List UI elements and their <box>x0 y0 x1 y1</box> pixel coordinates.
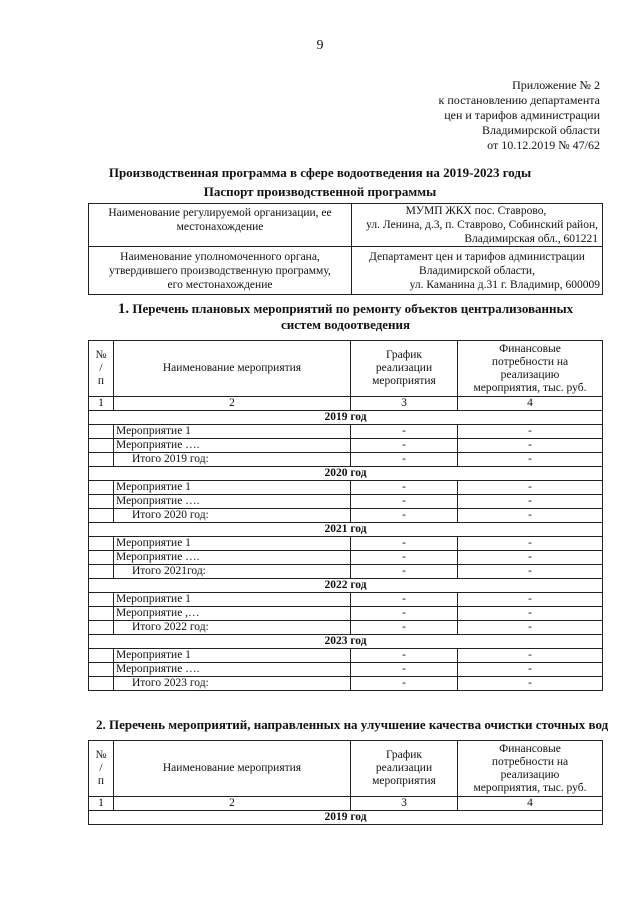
column-numbers-row <box>89 797 603 811</box>
finance-value: - <box>458 677 603 691</box>
num-cell <box>89 537 114 551</box>
col-number: 3 <box>351 397 458 411</box>
schedule-value: - <box>351 537 458 551</box>
num-cell <box>89 439 114 453</box>
measure-row <box>89 593 603 607</box>
appendix-line: Приложение № 2 <box>512 78 600 92</box>
measure-name: Мероприятие 1 <box>114 481 351 495</box>
measure-name: Мероприятие 1 <box>114 537 351 551</box>
document-title: Производственная программа в сфере водоотведения на 2019-2023 годы <box>108 165 532 180</box>
measure-name: Мероприятие 1 <box>114 593 351 607</box>
finance-value: - <box>458 509 603 523</box>
total-row <box>89 509 603 523</box>
measure-row <box>89 551 603 565</box>
header-finance: Финансовые потребности на реализацию мероприятия, тыс. руб. <box>458 741 603 797</box>
num-cell <box>89 453 114 467</box>
appendix-block <box>400 78 600 153</box>
section2-heading: 2. Перечень мероприятий, направленных на улучшение качества очистки сточных вод <box>96 717 609 732</box>
num-cell <box>89 607 114 621</box>
measure-name: Мероприятие …. <box>114 439 351 453</box>
passport-table <box>88 203 603 295</box>
appendix-line: от 10.12.2019 № 47/62 <box>487 138 600 152</box>
year-row: 2019 год <box>89 811 603 825</box>
schedule-value: - <box>351 663 458 677</box>
schedule-value: - <box>351 677 458 691</box>
schedule-value: - <box>351 607 458 621</box>
header-schedule: График реализации мероприятия <box>351 741 458 797</box>
schedule-value: - <box>351 649 458 663</box>
finance-value: - <box>458 481 603 495</box>
col-number: 4 <box>458 797 603 811</box>
schedule-value: - <box>351 509 458 523</box>
measure-name: Мероприятие ,… <box>114 607 351 621</box>
finance-value: - <box>458 621 603 635</box>
schedule-value: - <box>351 439 458 453</box>
schedule-value: - <box>351 481 458 495</box>
measure-name: Мероприятие 1 <box>114 425 351 439</box>
col-number: 3 <box>351 797 458 811</box>
measure-row <box>89 607 603 621</box>
appendix-line: Владимирской области <box>482 123 600 137</box>
finance-value: - <box>458 649 603 663</box>
header-num: № / п <box>89 341 114 397</box>
num-cell <box>89 565 114 579</box>
num-cell <box>89 495 114 509</box>
measure-row <box>89 425 603 439</box>
passport-authority-label: Наименование уполномоченного органа, утвердившего производственную программу, его местонахождение <box>89 247 352 295</box>
passport-title: Паспорт производственной программы <box>203 184 437 199</box>
num-cell <box>89 649 114 663</box>
measure-name: Мероприятие …. <box>114 551 351 565</box>
measure-row <box>89 481 603 495</box>
finance-value: - <box>458 495 603 509</box>
measure-row <box>89 495 603 509</box>
schedule-value: - <box>351 621 458 635</box>
year-row: 2021 год <box>89 523 603 537</box>
total-row <box>89 453 603 467</box>
total-row <box>89 565 603 579</box>
measure-name: Итого 2023 год: <box>114 677 351 691</box>
measure-row <box>89 439 603 453</box>
measure-name: Мероприятие 1 <box>114 649 351 663</box>
num-cell <box>89 593 114 607</box>
passport-org-value: МУМП ЖКХ пос. Ставрово, ул. Ленина, д.3, п. Ставрово, Собинский район, Владимирская обл., 601221 <box>352 204 603 247</box>
finance-value: - <box>458 551 603 565</box>
num-cell <box>89 621 114 635</box>
year-row: 2020 год <box>89 467 603 481</box>
appendix-line: цен и тарифов администрации <box>444 108 600 122</box>
header-name: Наименование мероприятия <box>114 741 351 797</box>
header-num: № / п <box>89 741 114 797</box>
measure-name: Итого 2021год: <box>114 565 351 579</box>
measure-name: Итого 2019 год: <box>114 453 351 467</box>
finance-value: - <box>458 537 603 551</box>
measures-table <box>88 340 603 691</box>
measure-name: Итого 2020 год: <box>114 509 351 523</box>
num-cell <box>89 677 114 691</box>
schedule-value: - <box>351 551 458 565</box>
schedule-value: - <box>351 593 458 607</box>
measure-row <box>89 537 603 551</box>
quality-measures-table <box>88 740 603 825</box>
finance-value: - <box>458 565 603 579</box>
page-number: 9 <box>316 38 324 53</box>
num-cell <box>89 509 114 523</box>
year-row: 2019 год <box>89 411 603 425</box>
col-number: 1 <box>89 797 114 811</box>
schedule-value: - <box>351 565 458 579</box>
col-number: 4 <box>458 397 603 411</box>
finance-value: - <box>458 593 603 607</box>
header-finance: Финансовые потребности на реализацию мероприятия, тыс. руб. <box>458 341 603 397</box>
finance-value: - <box>458 607 603 621</box>
year-row: 2022 год <box>89 579 603 593</box>
finance-value: - <box>458 439 603 453</box>
num-cell <box>89 425 114 439</box>
measure-row <box>89 649 603 663</box>
finance-value: - <box>458 453 603 467</box>
header-name: Наименование мероприятия <box>114 341 351 397</box>
column-numbers-row <box>89 397 603 411</box>
passport-authority-value: Департамент цен и тарифов администрации Владимирской области, ул. Каманина д.31 г. Владимир, 600009 <box>352 247 603 295</box>
passport-org-label: Наименование регулируемой организации, ее местонахождение <box>89 204 352 247</box>
schedule-value: - <box>351 453 458 467</box>
measure-row <box>89 663 603 677</box>
year-row: 2023 год <box>89 635 603 649</box>
schedule-value: - <box>351 495 458 509</box>
num-cell <box>89 481 114 495</box>
finance-value: - <box>458 663 603 677</box>
measure-name: Итого 2022 год: <box>114 621 351 635</box>
appendix-line: к постановлению департамента <box>438 93 600 107</box>
col-number: 2 <box>114 397 351 411</box>
measure-name: Мероприятие …. <box>114 663 351 677</box>
schedule-value: - <box>351 425 458 439</box>
measure-name: Мероприятие …. <box>114 495 351 509</box>
total-row <box>89 677 603 691</box>
section1-heading: 1. Перечень плановых мероприятий по ремонту объектов централизованных систем водоотведения <box>117 301 574 332</box>
num-cell <box>89 663 114 677</box>
total-row <box>89 621 603 635</box>
col-number: 1 <box>89 397 114 411</box>
col-number: 2 <box>114 797 351 811</box>
finance-value: - <box>458 425 603 439</box>
header-schedule: График реализации мероприятия <box>351 341 458 397</box>
num-cell <box>89 551 114 565</box>
